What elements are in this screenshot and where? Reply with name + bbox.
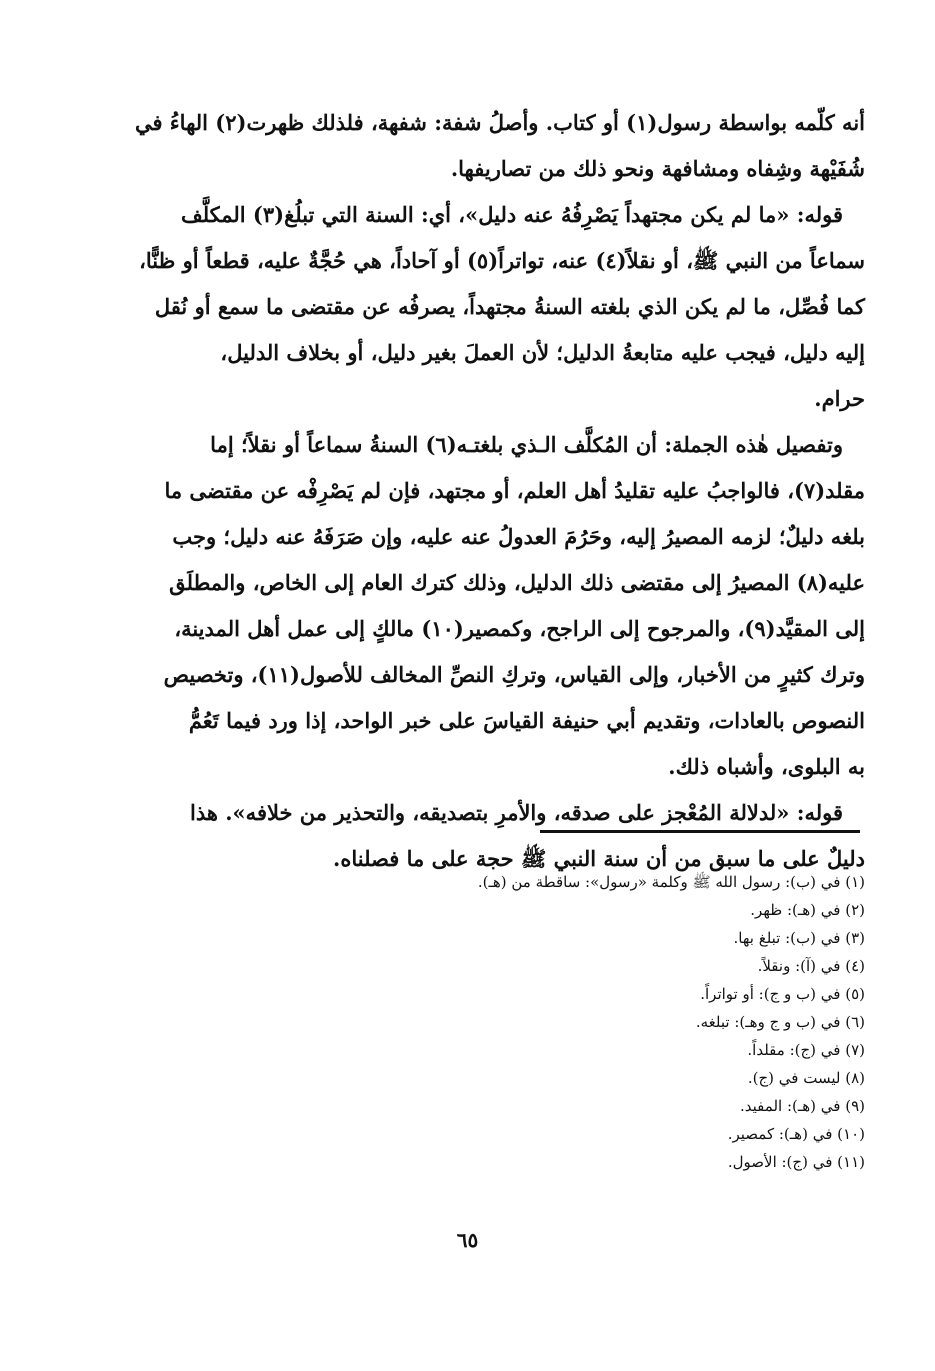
footnote: (٩) في (هـ): المفيد. (740, 1097, 865, 1115)
footnote: (٥) في (ب و ج): أو تواتراً. (700, 985, 865, 1003)
footnote: (١٠) في (هـ): كمصير. (727, 1125, 865, 1143)
text-line: حرام. (814, 386, 865, 411)
footnote: (١) في (ب): رسول الله ﷺ وكلمة «رسول»: ساقطة من (هـ). (477, 873, 865, 891)
footnotes (380, 868, 865, 1176)
footnote: (٣) في (ب): تبلغ بها. (733, 929, 865, 947)
text-line: وتفصيل هٰذه الجملة: أن المُكلَّف الـذي بلغتـه(٦) السنةُ سماعاً أو نقلاً؛ إما (210, 432, 843, 457)
text-line: سماعاً من النبي ﷺ، أو نقلاً(٤) عنه، تواتراً(٥) أو آحاداً، هي حُجَّةٌ عليه، قطعاً أو ظنًّا، (139, 248, 865, 273)
text-line: إلى المقيَّد(٩)، والمرجوح إلى الراجح، وكمصير(١٠) مالكٍ إلى عمل أهل المدينة، (174, 616, 865, 641)
text-line: قوله: «ما لم يكن مجتهداً يَصْرِفُهُ عنه دليل»، أي: السنة التي تبلُغ(٣) المكلَّف (180, 202, 843, 227)
footnote: (٧) في (ج): مقلداً. (747, 1041, 865, 1059)
footnote-separator (540, 830, 860, 833)
footnote: (٢) في (هـ): ظهر. (750, 901, 865, 919)
main-text (134, 100, 865, 882)
text-line: دليلٌ على ما سبق من أن سنة النبي ﷺ حجة على ما فصلناه. (333, 846, 865, 871)
text-line: عليه(٨) المصيرُ إلى مقتضى ذلك الدليل، وذلك كترك العام إلى الخاص، والمطلَق (169, 570, 865, 595)
footnote: (٨) ليست في (ج). (747, 1069, 865, 1087)
text-line: شُفَيْهة وشِفاه ومشافهة ونحو ذلك من تصاريفها. (450, 156, 865, 181)
text-line: أنه كلّمه بواسطة رسول(١) أو كتاب. وأصلُ شفة: شفهة، فلذلك ظهرت(٢) الهاءُ في (134, 110, 865, 135)
text-line: وترك كثيرٍ من الأخبار، وإلى القياس، وتركِ النصِّ المخالف للأصول(١١)، وتخصيص (163, 662, 865, 687)
footnote: (٤) في (آ): ونقلاً. (757, 957, 865, 975)
text-line: النصوص بالعادات، وتقديم أبي حنيفة القياسَ على خبر الواحد، إذا ورد فيما تَعُمُّ (188, 708, 865, 733)
text-line: بلغه دليلٌ؛ لزمه المصيرُ إليه، وحَرُمَ العدولُ عنه عليه، وإن صَرَفَهُ عنه دليل؛ وجب (172, 524, 865, 549)
text-line: به البلوى، وأشباه ذلك. (668, 754, 865, 779)
page-number: ٦٥ (456, 1228, 479, 1252)
footnote: (٦) في (ب و ج وهـ): تبلغه. (695, 1013, 865, 1031)
text-line: إليه دليل، فيجب عليه متابعةُ الدليل؛ لأن العملَ بغير دليل، أو بخلاف الدليل، (220, 340, 865, 365)
footnote: (١١) في (ج): الأصول. (727, 1153, 865, 1171)
text-line: قوله: «لدلالة المُعْجز على صدقه، والأمرِ بتصديقه، والتحذير من خلافه». هذا (190, 800, 843, 825)
text-line: مقلد(٧)، فالواجبُ عليه تقليدُ أهل العلم، أو مجتهد، فإن لم يَصْرِفْه عن مقتضى ما (164, 478, 865, 503)
text-line: كما فُصِّل، ما لم يكن الذي بلغته السنةُ مجتهداً، يصرفُه عن مقتضى ما سمع أو نُقل (154, 294, 865, 319)
